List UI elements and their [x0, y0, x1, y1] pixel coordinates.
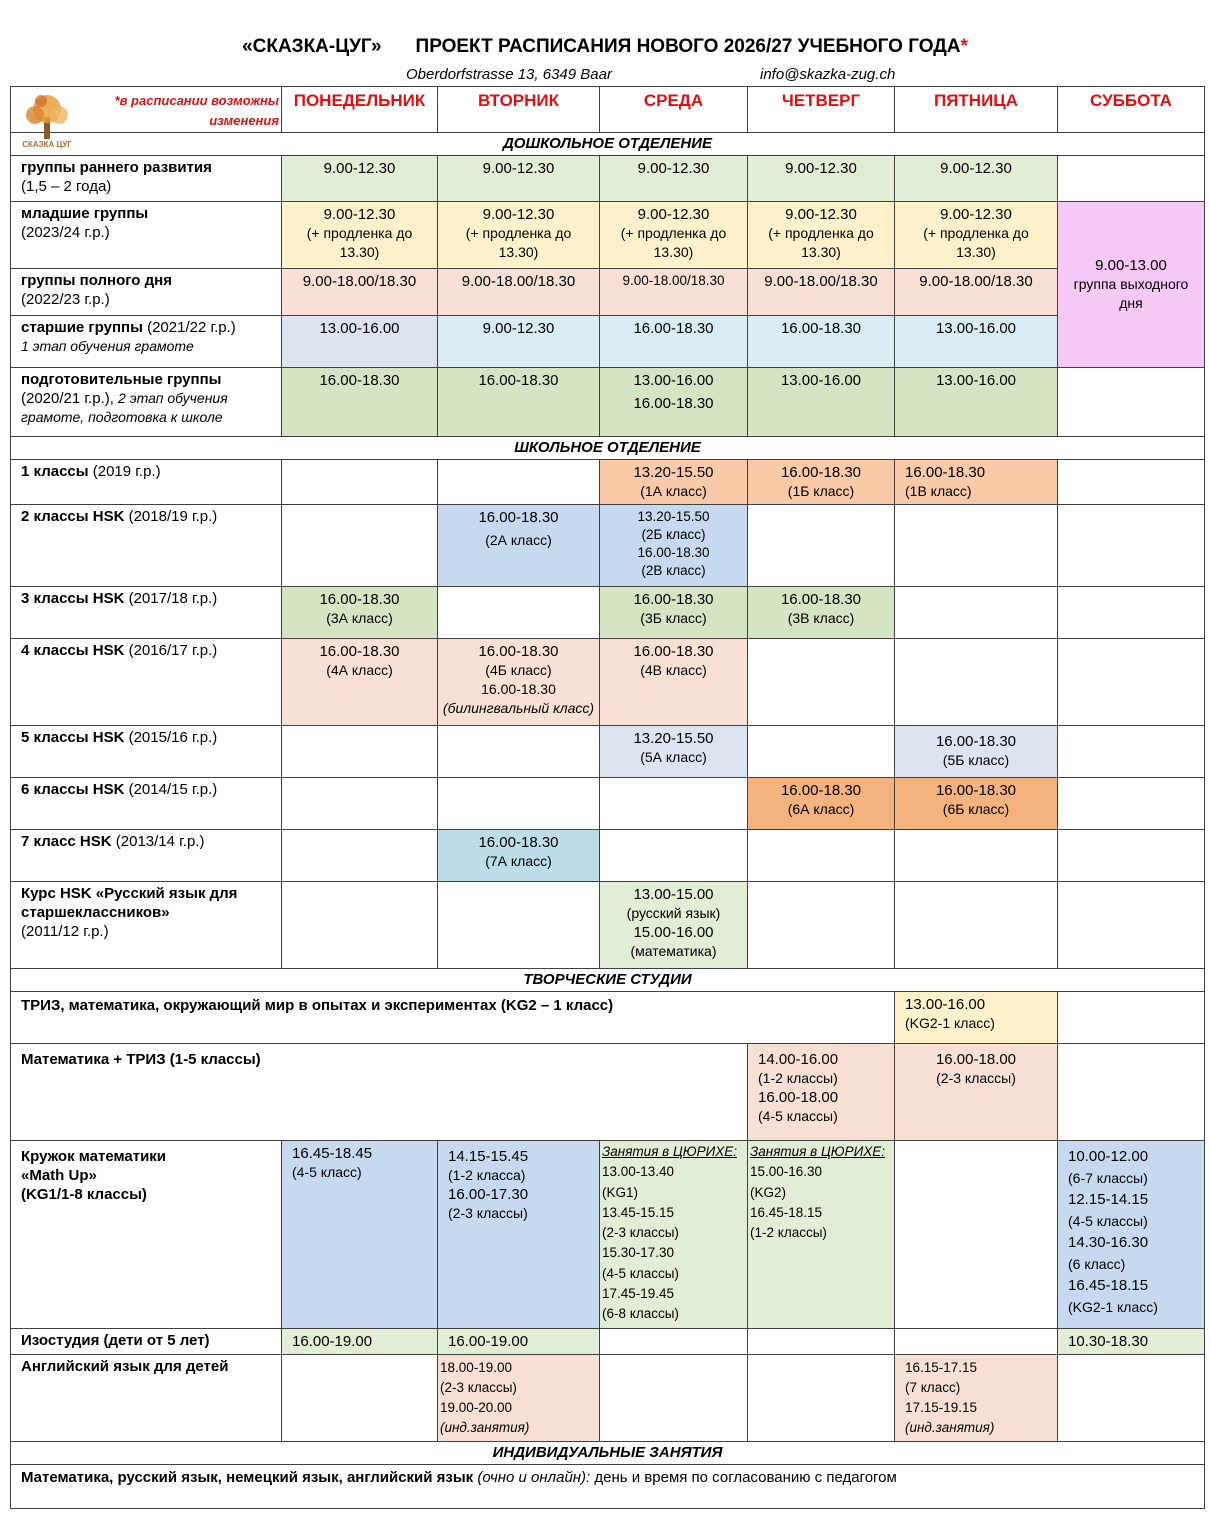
cell-c5-mon — [282, 726, 438, 778]
cell-c6-fri: 16.00-18.30 (6Б класс) — [895, 778, 1058, 830]
cell-prep-fri: 13.00-16.00 — [895, 368, 1058, 437]
cell-c3-wed: 16.00-18.30 (3Б класс) — [600, 587, 748, 639]
cell-c3-mon: 16.00-18.30 (3А класс) — [282, 587, 438, 639]
cell-art-sat: 10.30-18.30 — [1058, 1328, 1205, 1354]
cell-mathup-mon: 16.45-18.45 (4-5 класс) — [282, 1141, 438, 1329]
cell-course-sat — [1058, 882, 1205, 969]
cell-course-mon — [282, 882, 438, 969]
cell-junior-thu: 9.00-12.30 (+ продленка до 13.30) — [748, 202, 895, 269]
row-label-class1: 1 классы (2019 г.р.) — [11, 460, 282, 505]
cell-c5-wed: 13.20-15.50 (5А класс) — [600, 726, 748, 778]
cell-c4-thu — [748, 639, 895, 726]
cell-english-thu — [748, 1354, 895, 1441]
cell-c2-fri — [895, 505, 1058, 587]
cell-fullday-mon: 9.00-18.00/18.30 — [282, 269, 438, 316]
cell-c4-fri — [895, 639, 1058, 726]
cell-prep-tue: 16.00-18.30 — [438, 368, 600, 437]
row-label-class7: 7 класс HSK (2013/14 г.р.) — [11, 830, 282, 882]
cell-english-wed — [600, 1354, 748, 1441]
cell-fullday-tue: 9.00-18.00/18.30 — [438, 269, 600, 316]
row-label-early: группы раннего развития (1,5 – 2 года) — [11, 156, 282, 202]
cell-c5-sat — [1058, 726, 1205, 778]
cell-c5-thu — [748, 726, 895, 778]
cell-english-fri: 16.15-17.15 (7 класс) 17.15-19.15 (инд.занятия) — [895, 1354, 1058, 1441]
asterisk: * — [960, 36, 968, 57]
cell-fullday-fri: 9.00-18.00/18.30 — [895, 269, 1058, 316]
day-tuesday: ВТОРНИК — [438, 87, 600, 133]
cell-english-tue: 18.00-19.00 (2-3 классы) 19.00-20.00 (инд.занятия) — [438, 1354, 600, 1441]
cell-math-fri: 16.00-18.00 (2-3 классы) — [895, 1044, 1058, 1141]
cell-c1-fri: 16.00-18.30 (1В класс) — [895, 460, 1058, 505]
cell-english-mon — [282, 1354, 438, 1441]
cell-mathup-wed: Занятия в ЦЮРИХЕ: 13.00-13.40 (KG1) 13.45-15.15 (2-3 классы) 15.30-17.30 (4-5 классы) 17.45-19.45 (6-8 классы) — [600, 1141, 748, 1329]
row-label-junior: младшие группы (2023/24 г.р.) — [11, 202, 282, 269]
address: Oberdorfstrasse 13, 6349 Baar — [406, 66, 612, 83]
cell-art-fri — [895, 1328, 1058, 1354]
row-label-art: Изостудия (дети от 5 лет) — [11, 1328, 282, 1354]
row-label-math-triz: Математика + ТРИЗ (1-5 классы) — [11, 1044, 748, 1141]
day-monday: ПОНЕДЕЛЬНИК — [282, 87, 438, 133]
cell-math-thu: 14.00-16.00 (1-2 классы) 16.00-18.00 (4-5 классы) — [748, 1044, 895, 1141]
day-friday: ПЯТНИЦА — [895, 87, 1058, 133]
schedule-table — [10, 86, 1205, 1509]
row-label-class6: 6 классы HSK (2014/15 г.р.) — [11, 778, 282, 830]
cell-c2-thu — [748, 505, 895, 587]
cell-prep-wed: 13.00-16.00 16.00-18.30 — [600, 368, 748, 437]
row-individual: Математика, русский язык, немецкий язык, английский язык (очно и онлайн): день и время по согласованию с педагогом — [11, 1464, 1205, 1508]
cell-c6-mon — [282, 778, 438, 830]
cell-art-thu — [748, 1328, 895, 1354]
cell-early-tue: 9.00-12.30 — [438, 156, 600, 202]
cell-mathup-fri — [895, 1141, 1058, 1329]
logo-text: СКАЗКА ЦУГ — [22, 140, 72, 149]
row-label-english: Английский язык для детей — [11, 1354, 282, 1441]
cell-math-sat — [1058, 1044, 1205, 1141]
cell-c2-wed: 13.20-15.50 (2Б класс) 16.00-18.30 (2В класс) — [600, 505, 748, 587]
note-line-1: *в расписании возможны — [114, 93, 279, 108]
day-saturday: СУББОТА — [1058, 87, 1205, 133]
cell-c1-sat — [1058, 460, 1205, 505]
cell-senior-fri: 13.00-16.00 — [895, 316, 1058, 368]
cell-early-thu: 9.00-12.30 — [748, 156, 895, 202]
cell-c5-fri: 16.00-18.30 (5Б класс) — [895, 726, 1058, 778]
cell-mathup-sat: 10.00-12.00 (6-7 классы) 12.15-14.15 (4-5 классы) 14.30-16.30 (6 класс) 16.45-18.15 (KG2-1 класс) — [1058, 1141, 1205, 1329]
cell-c6-thu: 16.00-18.30 (6А класс) — [748, 778, 895, 830]
cell-c2-sat — [1058, 505, 1205, 587]
cell-art-wed — [600, 1328, 748, 1354]
cell-triz-sat — [1058, 992, 1205, 1044]
cell-c4-tue: 16.00-18.30 (4Б класс) 16.00-18.30 (билингвальный класс) — [438, 639, 600, 726]
section-preschool: ДОШКОЛЬНОЕ ОТДЕЛЕНИЕ — [11, 133, 1205, 156]
row-label-senior: старшие группы (2021/22 г.р.) 1 этап обучения грамоте — [11, 316, 282, 368]
cell-c7-wed — [600, 830, 748, 882]
cell-prep-mon: 16.00-18.30 — [282, 368, 438, 437]
school-name: «СКАЗКА-ЦУГ» — [242, 36, 382, 57]
cell-c4-sat — [1058, 639, 1205, 726]
cell-course-thu — [748, 882, 895, 969]
note-line-2: изменения — [209, 113, 279, 128]
cell-weekend-group: 9.00-13.00 группа выходного дня — [1058, 202, 1205, 368]
cell-c5-tue — [438, 726, 600, 778]
cell-junior-tue: 9.00-12.30 (+ продленка до 13.30) — [438, 202, 600, 269]
cell-c7-tue: 16.00-18.30 (7А класс) — [438, 830, 600, 882]
cell-c6-tue — [438, 778, 600, 830]
cell-c3-thu: 16.00-18.30 (3В класс) — [748, 587, 895, 639]
row-label-class4: 4 классы HSK (2016/17 г.р.) — [11, 639, 282, 726]
cell-c4-mon: 16.00-18.30 (4А класс) — [282, 639, 438, 726]
schedule-title: ПРОЕКТ РАСПИСАНИЯ НОВОГО 2026/27 УЧЕБНОГО ГОДА — [415, 36, 961, 57]
row-label-mathup: Кружок математики «Math Up» (KG1/1-8 классы) — [11, 1141, 282, 1329]
cell-fullday-thu: 9.00-18.00/18.30 — [748, 269, 895, 316]
cell-c7-thu — [748, 830, 895, 882]
cell-english-sat — [1058, 1354, 1205, 1441]
cell-c3-sat — [1058, 587, 1205, 639]
cell-course-fri — [895, 882, 1058, 969]
cell-mathup-thu: Занятия в ЦЮРИХЕ: 15.00-16.30 (KG2) 16.45-18.15 (1-2 классы) — [748, 1141, 895, 1329]
cell-c1-thu: 16.00-18.30 (1Б класс) — [748, 460, 895, 505]
cell-c1-mon — [282, 460, 438, 505]
cell-junior-mon: 9.00-12.30 (+ продленка до 13.30) — [282, 202, 438, 269]
row-label-triz: ТРИЗ, математика, окружающий мир в опытах и экспериментах (KG2 – 1 класс) — [11, 992, 895, 1044]
cell-c6-sat — [1058, 778, 1205, 830]
page-title — [0, 36, 1210, 58]
email: info@skazka-zug.ch — [760, 66, 896, 83]
cell-junior-fri: 9.00-12.30 (+ продленка до 13.30) — [895, 202, 1058, 269]
cell-senior-wed: 16.00-18.30 — [600, 316, 748, 368]
cell-c7-fri — [895, 830, 1058, 882]
cell-c1-wed: 13.20-15.50 (1А класс) — [600, 460, 748, 505]
section-school: ШКОЛЬНОЕ ОТДЕЛЕНИЕ — [11, 437, 1205, 460]
cell-c4-wed: 16.00-18.30 (4В класс) — [600, 639, 748, 726]
cell-early-wed: 9.00-12.30 — [600, 156, 748, 202]
section-individual: ИНДИВИДУАЛЬНЫЕ ЗАНЯТИЯ — [11, 1441, 1205, 1464]
cell-c2-mon — [282, 505, 438, 587]
cell-prep-thu: 13.00-16.00 — [748, 368, 895, 437]
cell-mathup-tue: 14.15-15.45 (1-2 класса) 16.00-17.30 (2-3 классы) — [438, 1141, 600, 1329]
day-thursday: ЧЕТВЕРГ — [748, 87, 895, 133]
cell-c2-tue: 16.00-18.30 (2А класс) — [438, 505, 600, 587]
row-label-prep: подготовительные группы (2020/21 г.р.), 2 этап обучения грамоте, подготовка к школе — [11, 368, 282, 437]
cell-prep-sat — [1058, 368, 1205, 437]
row-label-course: Курс HSK «Русский язык для старшеклассников» (2011/12 г.р.) — [11, 882, 282, 969]
cell-c7-mon — [282, 830, 438, 882]
cell-course-wed: 13.00-15.00 (русский язык) 15.00-16.00 (математика) — [600, 882, 748, 969]
header-note-cell — [11, 87, 282, 149]
cell-early-fri: 9.00-12.30 — [895, 156, 1058, 202]
cell-c6-wed — [600, 778, 748, 830]
cell-course-tue — [438, 882, 600, 969]
cell-c3-fri — [895, 587, 1058, 639]
row-label-class5: 5 классы HSK (2015/16 г.р.) — [11, 726, 282, 778]
cell-art-tue: 16.00-19.00 — [438, 1328, 600, 1354]
row-label-fullday: группы полного дня (2022/23 г.р.) — [11, 269, 282, 316]
cell-c1-tue — [438, 460, 600, 505]
day-wednesday: СРЕДА — [600, 87, 748, 133]
cell-senior-mon: 13.00-16.00 — [282, 316, 438, 368]
row-label-class2: 2 классы HSK (2018/19 г.р.) — [11, 505, 282, 587]
cell-c3-tue — [438, 587, 600, 639]
cell-early-sat — [1058, 156, 1205, 202]
section-studios: ТВОРЧЕСКИЕ СТУДИИ — [11, 969, 1205, 992]
row-label-class3: 3 классы HSK (2017/18 г.р.) — [11, 587, 282, 639]
cell-c7-sat — [1058, 830, 1205, 882]
cell-fullday-wed: 9.00-18.00/18.30 — [600, 269, 748, 316]
cell-senior-tue: 9.00-12.30 — [438, 316, 600, 368]
cell-art-mon: 16.00-19.00 — [282, 1328, 438, 1354]
cell-senior-thu: 16.00-18.30 — [748, 316, 895, 368]
cell-triz-fri: 13.00-16.00 (KG2-1 класс) — [895, 992, 1058, 1044]
cell-early-mon: 9.00-12.30 — [282, 156, 438, 202]
cell-junior-wed: 9.00-12.30 (+ продленка до 13.30) — [600, 202, 748, 269]
